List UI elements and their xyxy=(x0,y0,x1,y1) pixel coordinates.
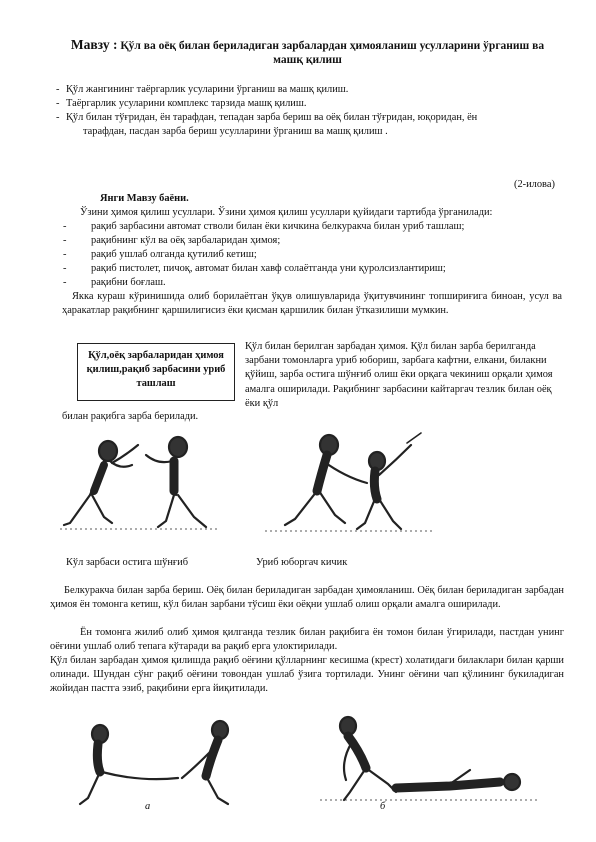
figure-knock-away-shovel xyxy=(265,425,445,537)
bullet-dash-icon: - xyxy=(63,235,67,246)
paragraph-practice: Якка кураш кўринишида олиб борилаётган ўқув олишувларида ўқитувчининг топшириғига биноан, усул ва ҳаракатлар рақибнинг қаршилигисиз ёки қисман қаршилик билан ўтказилиши мумкин. xyxy=(62,291,562,317)
figure-leg-catch-a xyxy=(60,712,260,812)
step-item: - рақибни боғлаш. xyxy=(91,276,566,290)
caption-left: Кўл зарбаси остига шўнғиб xyxy=(66,557,188,568)
objective-item: - Қўл билан тўғридан, ён тарафдан, тепадан зарба бериш ва оёқ билан тўғридан, юқоридан, ён xyxy=(66,111,566,125)
step-item: - рақиб пистолет, пичоқ, автомат билан хавф солаётганда уни қуролсизлантириш; xyxy=(91,262,566,276)
side-paragraph-end: билан рақибга зарба берилади. xyxy=(62,411,199,422)
appendix-label: (2-илова) xyxy=(514,179,555,190)
caption-right: Уриб юборгач кичик xyxy=(256,557,348,568)
figure-duck-under-punch xyxy=(60,425,250,537)
step-item: - рақибнинг кўл ва оёқ зарбаларидан ҳимоя; xyxy=(91,234,566,248)
intro-text: Ўзини ҳимоя қилиш усуллари. Ўзини ҳимоя қилиш усуллари қуйидаги тартибда ўрганилади: xyxy=(80,207,493,218)
paragraph-cross-block: Қўл билан зарбадан ҳимоя қилишда рақиб оёғини қўлларнинг кесишма (крест) холатидаги билаклари билан қарши олинади. Шундан сўнг рақиб оёғини товондан ушлаб ўзига тортилади. Унинг оёғини чап қўлининг букиладиган жойидан пастга эзиб, рақибини ерга йиқитилади. xyxy=(50,655,564,695)
boxed-heading: Қўл,оёқ зарбаларидан ҳимоя қилиш,рақиб зарбасини уриб ташлаш xyxy=(77,343,235,401)
side-paragraph: Қўл билан берилган зарбадан ҳимоя. Қўл билан зарба берилганда зарбани томонларга уриб юбориш, зарбага кафтни, елкани, билакни қўйиш, зарба остига шўнғиб олиш ёки орқага чекиниш орқали ҳимоя амалга оширилади. Рақибнинг зарбасини кайтаргач тезлик билан оёқ ёки қўл xyxy=(245,341,553,409)
bullet-dash-icon: - xyxy=(63,263,67,274)
step-item: - рақиб зарбасини автомат стволи билан ёки кичкина белкуракча билан уриб ташлаш; xyxy=(91,220,566,234)
bullet-dash-icon: - xyxy=(56,98,60,109)
section-heading: Янги Мавзу баёни. xyxy=(100,193,189,204)
figure-label-a: а xyxy=(145,801,151,812)
figure-label-b: б xyxy=(380,801,386,812)
objective-item: - Қўл жангининг таёргарлик усуларини ўрганиш ва машқ қилиш. xyxy=(66,83,566,97)
bullet-dash-icon: - xyxy=(63,277,67,288)
bullet-dash-icon: - xyxy=(56,112,60,123)
step-item: - рақиб ушлаб олганда қутилиб кетиш; xyxy=(91,248,566,262)
title-text: Қўл ва оёқ билан бериладиган зарбалардан ҳимояланиш усулларини ўрганиш ва машқ қилиш xyxy=(120,40,545,66)
title-lead: Мавзу : xyxy=(70,37,118,52)
figure-leg-catch-b xyxy=(300,712,560,812)
paragraph-side-step: Ён томонга жилиб олиб ҳимоя қилганда тезлик билан рақибига ён томон билан ўгирилади, пастдан унинг оёғини ушлаб олиб тепага кўтаради ва рақиб ерга улоктирилади. xyxy=(50,627,564,653)
objective-item: - Таёргарлик усуларини комплекс тарзида машқ қилиш. xyxy=(66,97,566,111)
paragraph-kick-defense: Белкуракча билан зарба бериш. Оёқ билан бериладиган зарбадан ҳимояланиш. Оёқ билан бериладиган зарбадан ҳимоя ён томонга кетиш, кўл билан зарбани тўсиш ёки оёқни ушлаб олиш орқали амалга оширилади. xyxy=(50,585,564,611)
bullet-dash-icon: - xyxy=(63,221,67,232)
bullet-dash-icon: - xyxy=(56,84,60,95)
objective-continuation: тарафдан, пасдан зарба бериш усулларини ўрганиш ва машқ қилиш . xyxy=(83,126,388,137)
page-title xyxy=(55,38,560,67)
bullet-dash-icon: - xyxy=(63,249,67,260)
